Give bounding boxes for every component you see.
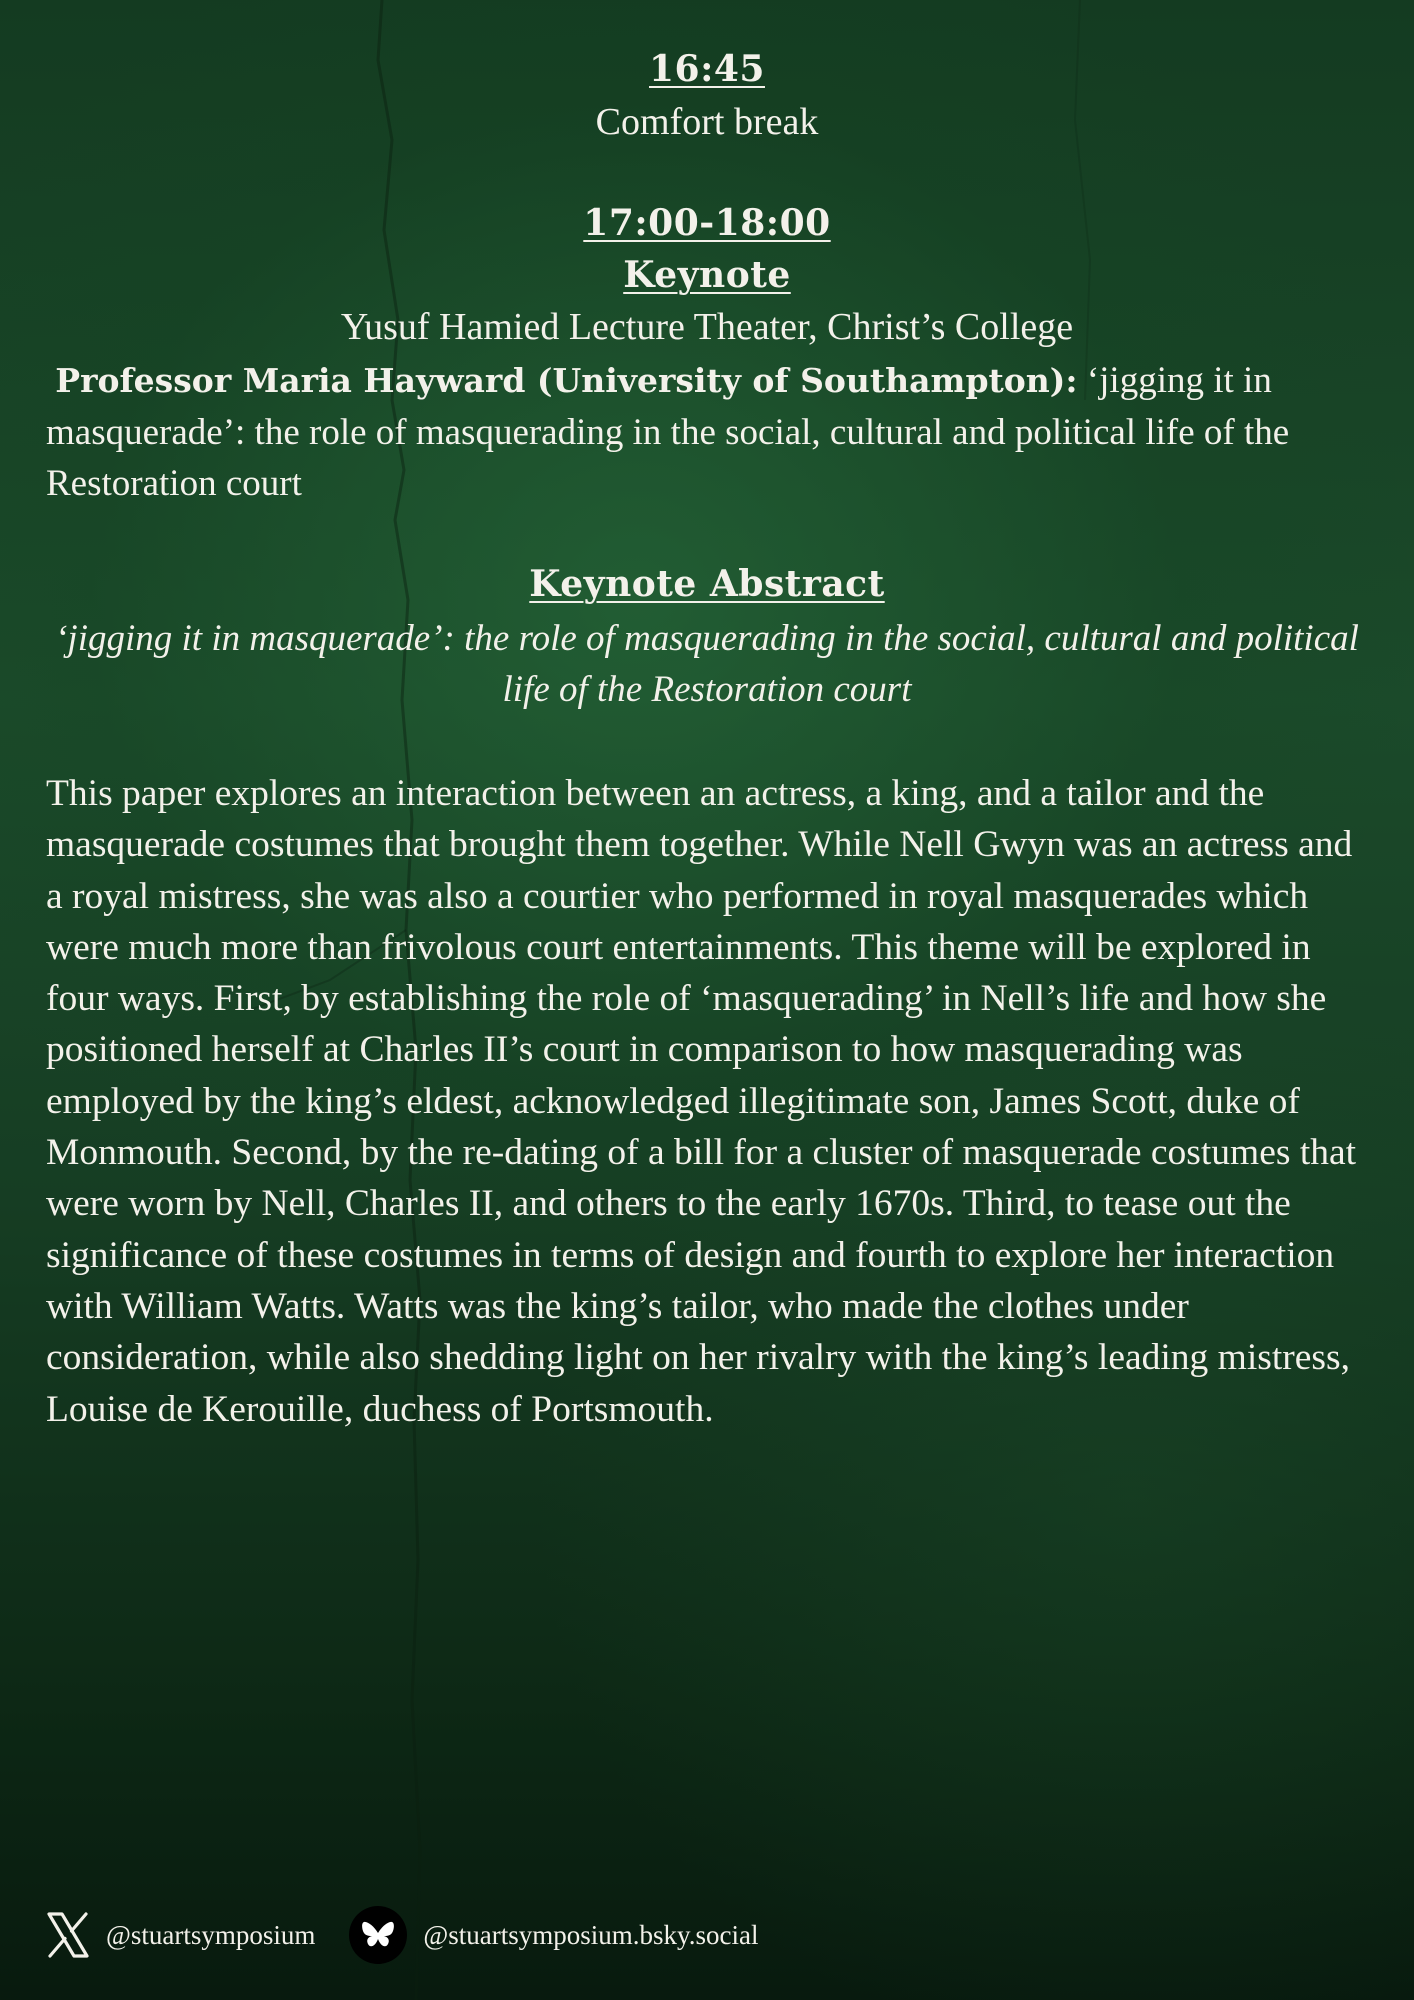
x-logo-icon [46, 1912, 90, 1958]
social-footer [46, 1902, 758, 1968]
bluesky-handle-link[interactable] [349, 1906, 758, 1964]
x-handle-link[interactable] [46, 1912, 315, 1958]
x-handle: @stuartsymposium [106, 1919, 316, 1950]
keynote-description [46, 355, 1368, 510]
abstract-title: ‘jigging it in masquerade’: the role of masquerading in the social, cultural and political life of the Restoration court [55, 618, 1359, 710]
keynote-speaker: Professor Maria Hayward (University of Southampton): [55, 361, 1078, 400]
keynote-time: 17:00-18:00 [583, 202, 831, 244]
break-label: Comfort break [595, 101, 819, 143]
abstract-heading: Keynote Abstract [529, 563, 885, 605]
break-time: 16:45 [649, 48, 765, 90]
keynote-venue: Yusuf Hamied Lecture Theater, Christ’s College [340, 306, 1074, 348]
butterfly-icon [349, 1906, 407, 1964]
keynote-talk-title: ‘jigging it in masquerade’: the role of masquerading in the social, cultural and political life of the Restoration court [46, 360, 1290, 504]
bluesky-handle: @stuartsymposium.bsky.social [423, 1919, 759, 1950]
abstract-body: This paper explores an interaction between an actress, a king, and a tailor and the masquerade costumes that brought them together. While Nell Gwyn was an actress and a royal mistress, she was also a courtier who performed in royal masquerades which were much more than frivolous court entertainments. This theme will be explored in four ways. First, by establishing the role of ‘masquerading’ in Nell’s life and how she positioned herself at Charles II’s court in comparison to how masquerading was employed by the king’s eldest, acknowledged illegitimate son, James Scott, duke of Monmouth. Second, by the re-dating of a bill for a cluster of masquerade costumes that were worn by Nell, Charles II, and others to the early 1670s. Third, to tease out the significance of these costumes in terms of design and fourth to explore her interaction with William Watts. Watts was the king’s tailor, who made the clothes under consideration, while also shedding light on her rivalry with the king’s leading mistress, Louise de Kerouille, duchess of Portsmouth. [46, 773, 1357, 1430]
keynote-heading: Keynote [623, 254, 791, 296]
